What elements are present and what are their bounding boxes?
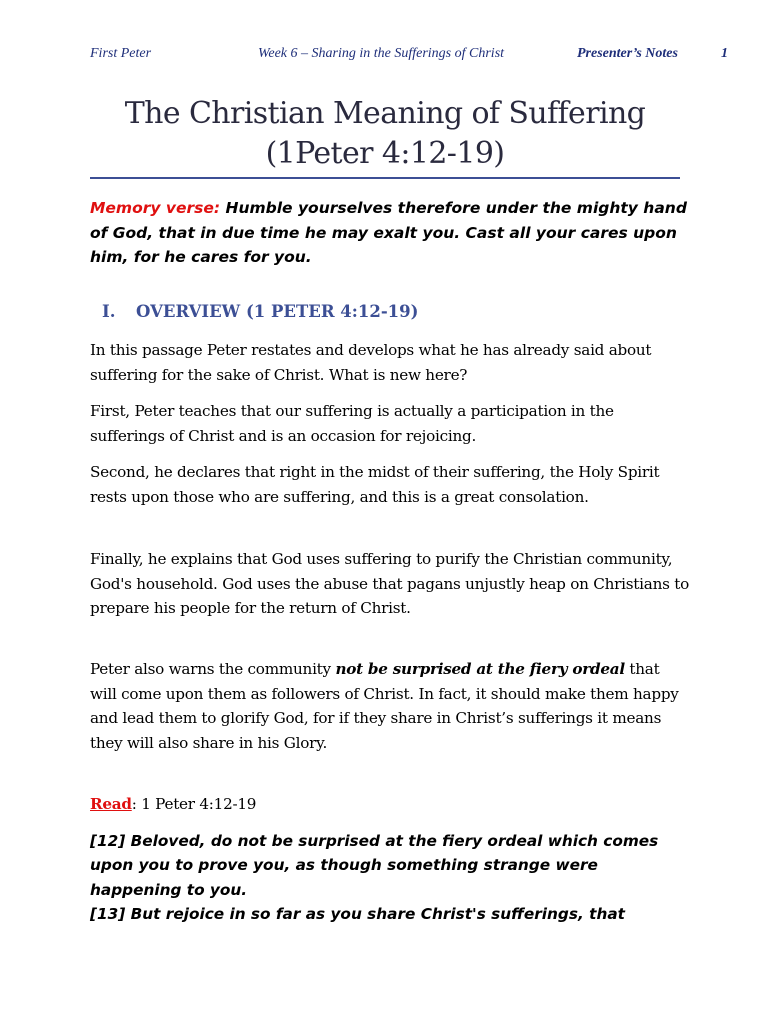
paragraph-finally: Finally, he explains that God uses suffering to purify the Christian community, God's household. God uses the abuse that pagans unjustly heap on Christians to prepare his people for the return of Christ.	[90, 550, 689, 617]
warning-after: that will come upon them as followers of Christ. In fact, it should make them happy and lead them to glorify God, for if they share in Christ’s sufferings it means they will also share in his Glory.	[90, 660, 679, 752]
read-label: Read	[90, 795, 132, 813]
memory-verse	[90, 196, 690, 270]
memory-verse-text: Humble yourselves therefore under the mighty hand of God, that in due time he may exalt you. Cast all your cares upon him, for he cares for you.	[90, 199, 687, 266]
title-line-1: The Christian Meaning of Suffering	[124, 96, 646, 131]
warning-emphasis: not be surprised at the fiery ordeal	[335, 660, 625, 678]
warning-before: Peter also warns the community	[90, 660, 336, 678]
header-page-number: 1	[721, 46, 728, 61]
section-heading	[102, 302, 418, 321]
header-week: Week 6 – Sharing in the Sufferings of Christ	[258, 46, 505, 61]
scripture-verse-12: [12] Beloved, do not be surprised at the fiery ordeal which comes upon you to prove you, as though something strange were happening to you.	[90, 832, 659, 899]
paragraph-first: First, Peter teaches that our suffering is actually a participation in the sufferings of Christ and is an occasion for rejoicing.	[90, 402, 614, 445]
section-title: OVERVIEW (1 PETER 4:12-19)	[136, 302, 419, 321]
section-number: I.	[102, 302, 116, 321]
paragraph-intro: In this passage Peter restates and develops what he has already said about suffering for the sake of Christ. What is new here?	[90, 341, 652, 384]
memory-verse-label: Memory verse:	[90, 199, 221, 217]
read-line	[90, 792, 690, 817]
header-book: First Peter	[90, 46, 152, 61]
paragraph-warning	[90, 657, 690, 755]
paragraph-second: Second, he declares that right in the midst of their suffering, the Holy Spirit rests upon those who are suffering, and this is a great consolation.	[90, 463, 660, 506]
read-reference: : 1 Peter 4:12-19	[131, 795, 257, 813]
header-notes: Presenter’s Notes	[577, 46, 678, 61]
title-line-2: (1Peter 4:12-19)	[265, 136, 505, 171]
scripture-verse-13: [13] But rejoice in so far as you share Christ's sufferings, that	[90, 905, 625, 923]
page-title	[90, 94, 680, 174]
title-divider	[90, 177, 680, 179]
